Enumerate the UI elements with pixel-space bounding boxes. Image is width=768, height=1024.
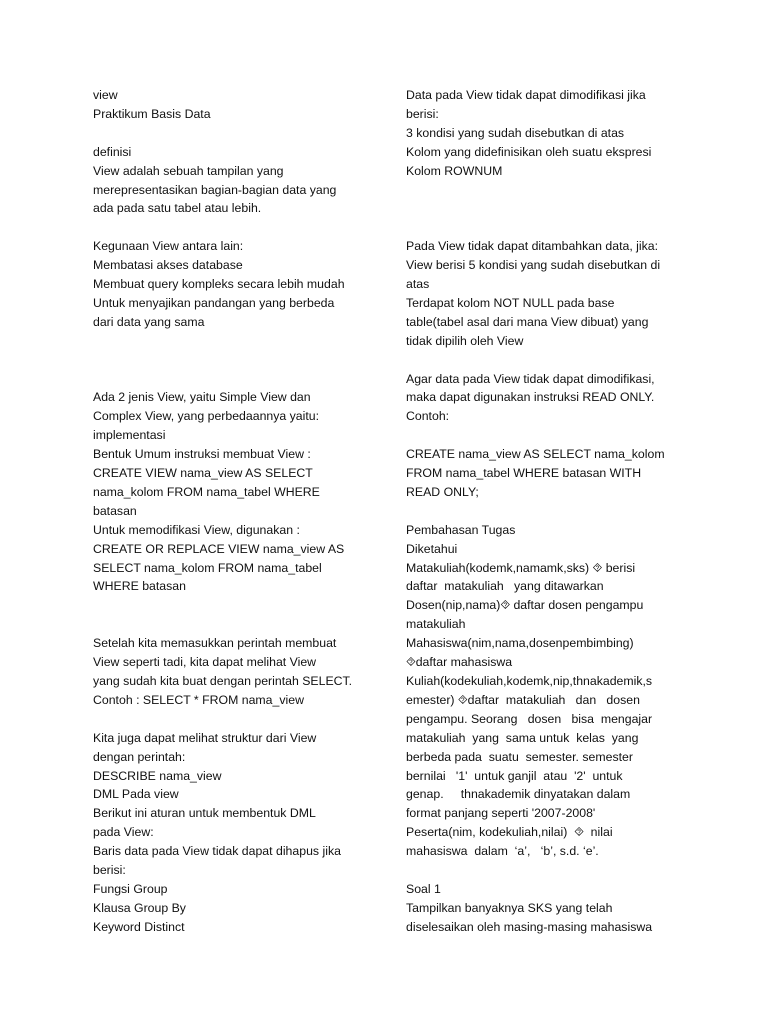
right-column-line: Diketahui bbox=[406, 541, 458, 556]
right-column-line: berbeda pada suatu semester. semester bbox=[406, 749, 633, 764]
right-column-line: Data pada View tidak dapat dimodifikasi jika bbox=[406, 88, 646, 102]
left-column-line: Complex View, yang perbedaannya yaitu: bbox=[93, 409, 320, 424]
left-column-line: implementasi bbox=[93, 428, 166, 443]
right-column-line: View berisi 5 kondisi yang sudah disebutkan di bbox=[406, 258, 661, 273]
left-column-line: Berikut ini aturan untuk membentuk DML bbox=[93, 806, 316, 821]
right-column-line: table(tabel asal dari mana View dibuat) yang bbox=[406, 314, 649, 329]
right-column-line: Terdapat kolom NOT NULL pada base bbox=[406, 295, 615, 310]
right-column-line: Dosen(nip,nama)⯑ daftar dosen pengampu bbox=[406, 598, 644, 613]
right-column-line: Mahasiswa(nim,nama,dosenpembimbing) bbox=[406, 636, 634, 651]
right-column-line: 3 kondisi yang sudah disebutkan di atas bbox=[406, 125, 625, 140]
left-column-line: WHERE batasan bbox=[93, 579, 186, 594]
left-column-line: Untuk memodifikasi View, digunakan : bbox=[93, 522, 300, 537]
right-column-line: Peserta(nim, kodekuliah,nilai) ⯑ nilai bbox=[406, 825, 613, 840]
right-column-line bbox=[406, 199, 676, 218]
left-column-line: Kegunaan View antara lain: bbox=[93, 239, 244, 254]
right-column-line: pengampu. Seorang dosen bisa mengajar bbox=[406, 711, 653, 726]
right-column-line: Contoh: bbox=[406, 409, 450, 424]
right-column-line: Kolom ROWNUM bbox=[406, 163, 503, 178]
right-column-line: FROM nama_tabel WHERE batasan WITH bbox=[406, 466, 642, 481]
right-column-line: Agar data pada View tidak dapat dimodifikasi, bbox=[406, 371, 655, 386]
left-column-line bbox=[93, 351, 368, 370]
left-column-line: View seperti tadi, kita dapat melihat View bbox=[93, 655, 317, 670]
left-column-line: Membuat query kompleks secara lebih mudah bbox=[93, 277, 345, 292]
right-column-line: bernilai '1' untuk ganjil atau '2' untuk bbox=[406, 768, 623, 783]
left-column-line bbox=[93, 218, 368, 237]
left-column-line: CREATE OR REPLACE VIEW nama_view AS bbox=[93, 541, 345, 556]
right-column-line: matakuliah bbox=[406, 617, 466, 632]
left-column-line: View adalah sebuah tampilan yang bbox=[93, 163, 284, 178]
right-column-line bbox=[406, 351, 676, 370]
left-column-line: Baris data pada View tidak dapat dihapus jika bbox=[93, 844, 341, 859]
right-column-line: diselesaikan oleh masing-masing mahasiswa bbox=[406, 919, 653, 934]
right-column-line: emester) ⯑daftar matakuliah dan dosen bbox=[406, 692, 640, 707]
right-column-line: Kuliah(kodekuliah,kodemk,nip,thnakademik,s bbox=[406, 674, 653, 688]
left-column-line: Membatasi akses database bbox=[93, 258, 243, 273]
right-column-line: READ ONLY; bbox=[406, 484, 479, 499]
right-column-line: Kolom yang didefinisikan oleh suatu ekspresi bbox=[406, 144, 652, 159]
right-column-line bbox=[406, 502, 676, 521]
right-column-line: tidak dipilih oleh View bbox=[406, 333, 524, 348]
right-column-line bbox=[406, 218, 676, 237]
left-column-line: CREATE VIEW nama_view AS SELECT bbox=[93, 466, 313, 481]
left-column-line: yang sudah kita buat dengan perintah SELECT. bbox=[93, 673, 353, 688]
left-column-line: Praktikum Basis Data bbox=[93, 106, 211, 121]
left-column-line: dengan perintah: bbox=[93, 749, 186, 764]
right-column-line: format panjang seperti '2007-2008' bbox=[406, 806, 596, 821]
left-column-line: merepresentasikan bagian-bagian data yang bbox=[93, 182, 337, 197]
left-column-line bbox=[93, 710, 368, 729]
left-column-line: berisi: bbox=[93, 863, 126, 878]
left-column-line: DML Pada view bbox=[93, 787, 179, 802]
right-column-line: matakuliah yang sama untuk kelas yang bbox=[406, 730, 639, 745]
right-column-line: berisi: bbox=[406, 106, 439, 121]
left-column-line: Kita juga dapat melihat struktur dari View bbox=[93, 730, 317, 745]
left-column-line: DESCRIBE nama_view bbox=[93, 768, 222, 783]
left-column-line bbox=[93, 615, 368, 634]
left-column-line: Bentuk Umum instruksi membuat View : bbox=[93, 447, 311, 462]
left-column-line: ada pada satu tabel atau lebih. bbox=[93, 201, 262, 216]
right-column-line: daftar matakuliah yang ditawarkan bbox=[406, 579, 604, 594]
right-column-line: ⯑daftar mahasiswa bbox=[406, 655, 513, 670]
left-column-line: SELECT nama_kolom FROM nama_tabel bbox=[93, 560, 322, 575]
right-column-line: maka dapat digunakan instruksi READ ONLY. bbox=[406, 390, 655, 405]
right-column-line: Matakuliah(kodemk,namamk,sks) ⯑ berisi bbox=[406, 560, 636, 575]
right-column-line: mahasiswa dalam ‘a’, ‘b’, s.d. ‘e’. bbox=[406, 844, 599, 859]
left-column-line: pada View: bbox=[93, 825, 154, 840]
left-column-line: Setelah kita memasukkan perintah membuat bbox=[93, 636, 337, 651]
right-column-line: atas bbox=[406, 277, 430, 292]
left-column-line bbox=[93, 124, 368, 143]
left-column-line: Contoh : SELECT * FROM nama_view bbox=[93, 692, 304, 707]
left-column-line: Untuk menyajikan pandangan yang berbeda bbox=[93, 295, 335, 310]
left-column-line: nama_kolom FROM nama_tabel WHERE bbox=[93, 484, 320, 499]
left-text-column bbox=[93, 86, 368, 937]
left-column-line: Keyword Distinct bbox=[93, 919, 185, 934]
right-column-line: Pembahasan Tugas bbox=[406, 522, 516, 537]
left-column-line: Klausa Group By bbox=[93, 900, 186, 915]
right-column-line bbox=[406, 181, 676, 200]
left-column-line: dari data yang sama bbox=[93, 314, 205, 329]
left-column-line: view bbox=[93, 88, 118, 102]
right-column-line bbox=[406, 861, 676, 880]
right-column-line: genap. thnakademik dinyatakan dalam bbox=[406, 787, 631, 802]
right-column-line: Soal 1 bbox=[406, 881, 441, 896]
right-column-line: CREATE nama_view AS SELECT nama_kolom bbox=[406, 447, 665, 462]
left-column-line: definisi bbox=[93, 144, 132, 159]
left-column-line: Fungsi Group bbox=[93, 881, 168, 896]
left-column-line bbox=[93, 332, 368, 351]
left-column-line: Ada 2 jenis View, yaitu Simple View dan bbox=[93, 390, 311, 405]
left-column-line bbox=[93, 370, 368, 389]
right-text-column bbox=[406, 86, 676, 937]
left-column-line bbox=[93, 596, 368, 615]
right-column-line bbox=[406, 426, 676, 445]
right-column-line: Pada View tidak dapat ditambahkan data, jika: bbox=[406, 239, 659, 254]
left-column-line: batasan bbox=[93, 503, 137, 518]
right-column-line: Tampilkan banyaknya SKS yang telah bbox=[406, 900, 613, 915]
